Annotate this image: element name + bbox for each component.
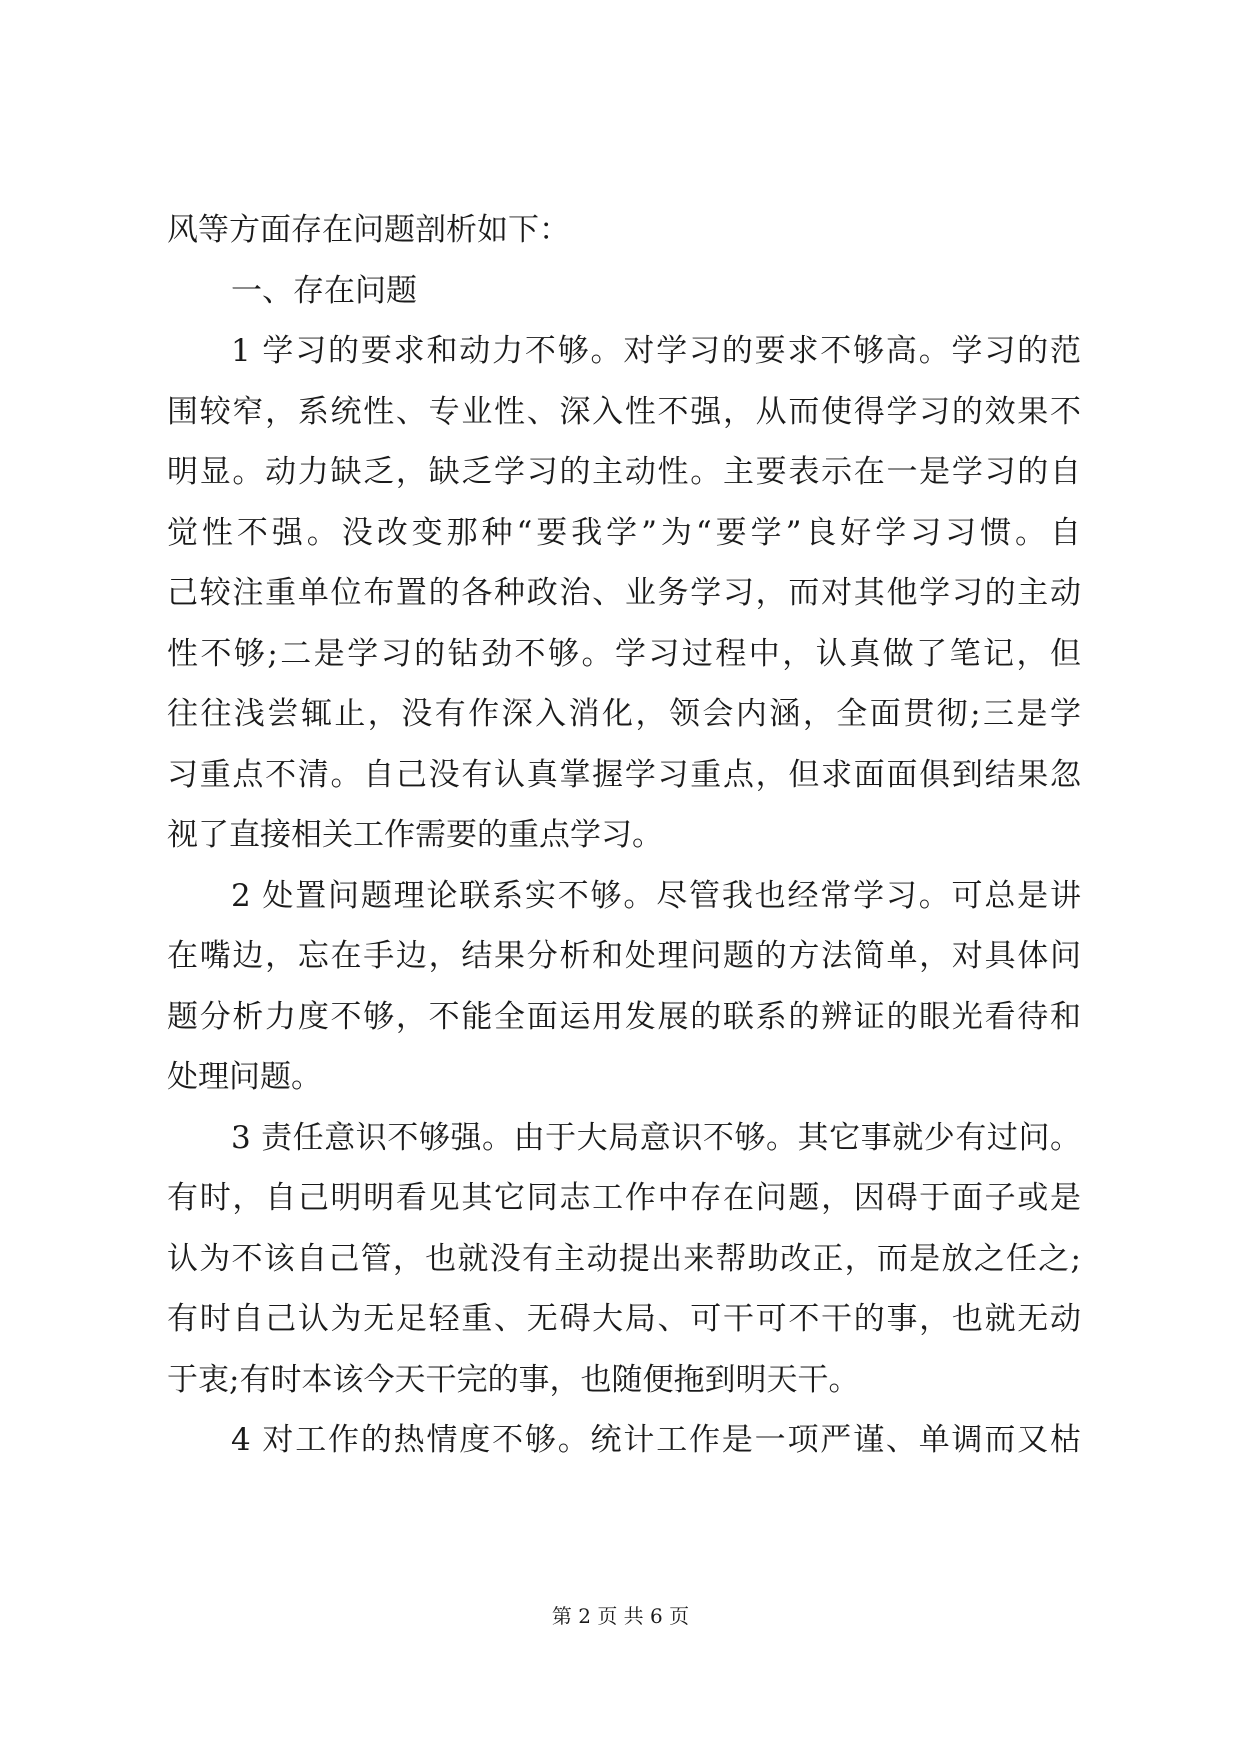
text-line: 在嘴边，忘在手边，结果分析和处理问题的方法简单，对具体问 [167,938,1081,974]
page-number-footer: 第 2 页 共 6 页 [551,1604,690,1628]
text-line: 性不够;二是学习的钻劲不够。学习过程中，认真做了笔记，但 [167,635,1081,672]
text-line: 4 对工作的热情度不够。统计工作是一项严谨、单调而又枯 [231,1422,1081,1458]
text-line: 有时，自己明明看见其它同志工作中存在问题，因碍于面子或是 [167,1180,1081,1216]
text-line: 1 学习的要求和动力不够。对学习的要求不够高。学习的范 [231,333,1081,369]
text-line: 觉性不强。没改变那种“要我学”为“要学”良好学习习惯。自 [167,514,1081,551]
text-line: 题分析力度不够，不能全面运用发展的联系的辨证的眼光看待和 [167,998,1081,1035]
document-body [167,200,1081,1471]
text-line: 2 处置问题理论联系实不够。尽管我也经常学习。可总是讲 [231,877,1081,914]
text-line: 围较窄，系统性、专业性、深入性不强，从而使得学习的效果不 [167,393,1081,430]
section-heading: 一、存在问题 [231,272,417,309]
text-line: 处理问题。 [167,1059,322,1095]
text-line: 有时自己认为无足轻重、无碍大局、可干可不干的事，也就无动 [167,1301,1081,1337]
text-line: 视了直接相关工作需要的重点学习。 [167,817,663,853]
text-line: 往往浅尝辄止，没有作深入消化，领会内涵，全面贯彻;三是学 [167,696,1081,732]
text-line: 3 责任意识不够强。由于大局意识不够。其它事就少有过问。 [231,1119,1081,1156]
text-line: 认为不该自己管，也就没有主动提出来帮助改正，而是放之任之; [167,1240,1081,1277]
text-line: 风等方面存在问题剖析如下： [167,212,570,248]
text-line: 于衷;有时本该今天干完的事，也随便拖到明天干。 [167,1361,860,1398]
text-line: 己较注重单位布置的各种政治、业务学习，而对其他学习的主动 [167,575,1081,611]
text-line: 习重点不清。自己没有认真掌握学习重点，但求面面俱到结果忽 [167,756,1081,793]
text-line: 明显。动力缺乏，缺乏学习的主动性。主要表示在一是学习的自 [167,454,1081,490]
